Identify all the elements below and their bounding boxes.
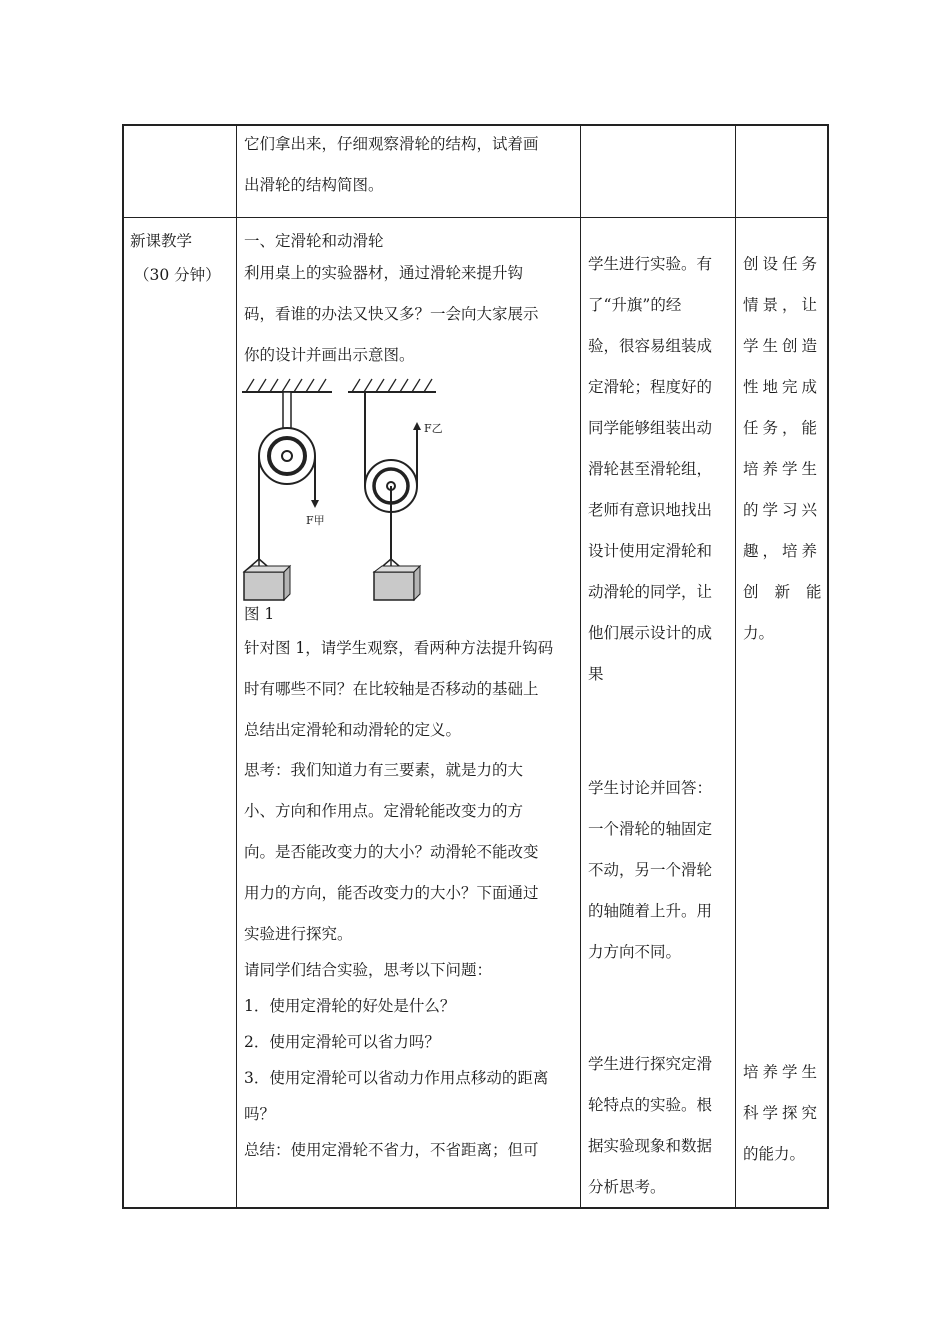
table-bottom-border (122, 1207, 829, 1209)
question-item: 2．使用定滑轮可以省力吗？ (244, 1033, 440, 1051)
text-line: 轮特点的实验。根 (588, 1096, 713, 1114)
text-line: 你的设计并画出示意图。 (244, 346, 415, 364)
force-label-left: F甲 (306, 514, 325, 527)
text-line: 力方向不同。 (588, 943, 682, 961)
table-left-border (122, 124, 124, 1209)
text-line: 实验进行探究。 (244, 925, 353, 943)
text-line: 滑轮甚至滑轮组， (588, 460, 713, 478)
text-line: 小、方向和作用点。定滑轮能改变力的方 (244, 802, 524, 820)
section-title: 新课教学 (130, 232, 193, 250)
text-line: 的能力。 (743, 1145, 806, 1163)
text-line: 时有哪些不同？在比较轴是否移动的基础上 (244, 680, 539, 698)
text-line: 性地完成 (743, 378, 822, 396)
text-line: 的学习兴 (743, 501, 822, 519)
column-divider-3 (735, 124, 736, 1209)
text-line: 老师有意识地找出 (588, 501, 713, 519)
text-line: 利用桌上的实验器材，通过滑轮来提升钩 (244, 264, 524, 282)
text-line: 针对图 1，请学生观察，看两种方法提升钩码 (244, 639, 554, 657)
question-item: 1．使用定滑轮的好处是什么？ (244, 997, 456, 1015)
text-line: 创新能 (743, 583, 838, 601)
text-line: 向。是否能改变力的大小？动滑轮不能改变 (244, 843, 539, 861)
text-line: 培养学生 (743, 460, 822, 478)
text-line: 定滑轮；程度好的 (588, 378, 713, 396)
text-line: 他们展示设计的成 (588, 624, 713, 642)
pulley-diagram (240, 374, 445, 610)
text-line: 动滑轮的同学，让 (588, 583, 713, 601)
text-line: 学生进行探究定滑 (588, 1055, 713, 1073)
text-line: 创设任务 (743, 255, 822, 273)
text-line: 学生讨论并回答： (588, 779, 713, 797)
text-line: 验，很容易组装成 (588, 337, 713, 355)
figure-caption: 图 1 (244, 605, 275, 623)
text-line: 请同学们结合实验，思考以下问题： (244, 961, 493, 979)
text-line: 分析思考。 (588, 1178, 666, 1196)
text-line: 同学能够组装出动 (588, 419, 713, 437)
column-divider-1 (236, 124, 237, 1209)
question-item: 吗？ (244, 1105, 276, 1123)
force-label-right: F乙 (424, 422, 443, 435)
row-divider (122, 217, 829, 218)
question-item: 3．使用定滑轮可以省动力作用点移动的距离 (244, 1069, 549, 1087)
text-line: 它们拿出来，仔细观察滑轮的结构，试着画 (244, 135, 539, 153)
column-divider-2 (580, 124, 581, 1209)
text-line: 的轴随着上升。用 (588, 902, 713, 920)
text-line: 学生创造 (743, 337, 822, 355)
text-line: 据实验现象和数据 (588, 1137, 713, 1155)
text-line: 情景，让 (743, 296, 822, 314)
text-line: 了“升旗”的经 (588, 296, 682, 314)
text-line: 培养学生 (743, 1063, 822, 1081)
text-line: 不动，另一个滑轮 (588, 861, 713, 879)
text-line: 科学探究 (743, 1104, 822, 1122)
text-line: 设计使用定滑轮和 (588, 542, 713, 560)
text-line: 一个滑轮的轴固定 (588, 820, 713, 838)
table-right-border (827, 124, 829, 1209)
text-line: 出滑轮的结构简图。 (244, 176, 384, 194)
text-line: 用力的方向，能否改变力的大小？下面通过 (244, 884, 539, 902)
text-line: 趣，培养 (743, 542, 822, 560)
pulley-figure (240, 374, 445, 614)
text-line: 力。 (743, 624, 775, 642)
text-line: 思考：我们知道力有三要素，就是力的大 (244, 761, 524, 779)
lesson-plan-table (122, 124, 838, 1209)
text-line: 学生进行实验。有 (588, 255, 713, 273)
text-line: 果 (588, 665, 604, 683)
text-line: 码，看谁的办法又快又多？一会向大家展示 (244, 305, 539, 323)
section-duration: （30 分钟） (134, 266, 221, 284)
heading-line: 一、定滑轮和动滑轮 (244, 232, 384, 250)
summary-line: 总结：使用定滑轮不省力，不省距离；但可 (244, 1141, 539, 1159)
text-line: 任务，能 (743, 419, 822, 437)
text-line: 总结出定滑轮和动滑轮的定义。 (244, 721, 462, 739)
